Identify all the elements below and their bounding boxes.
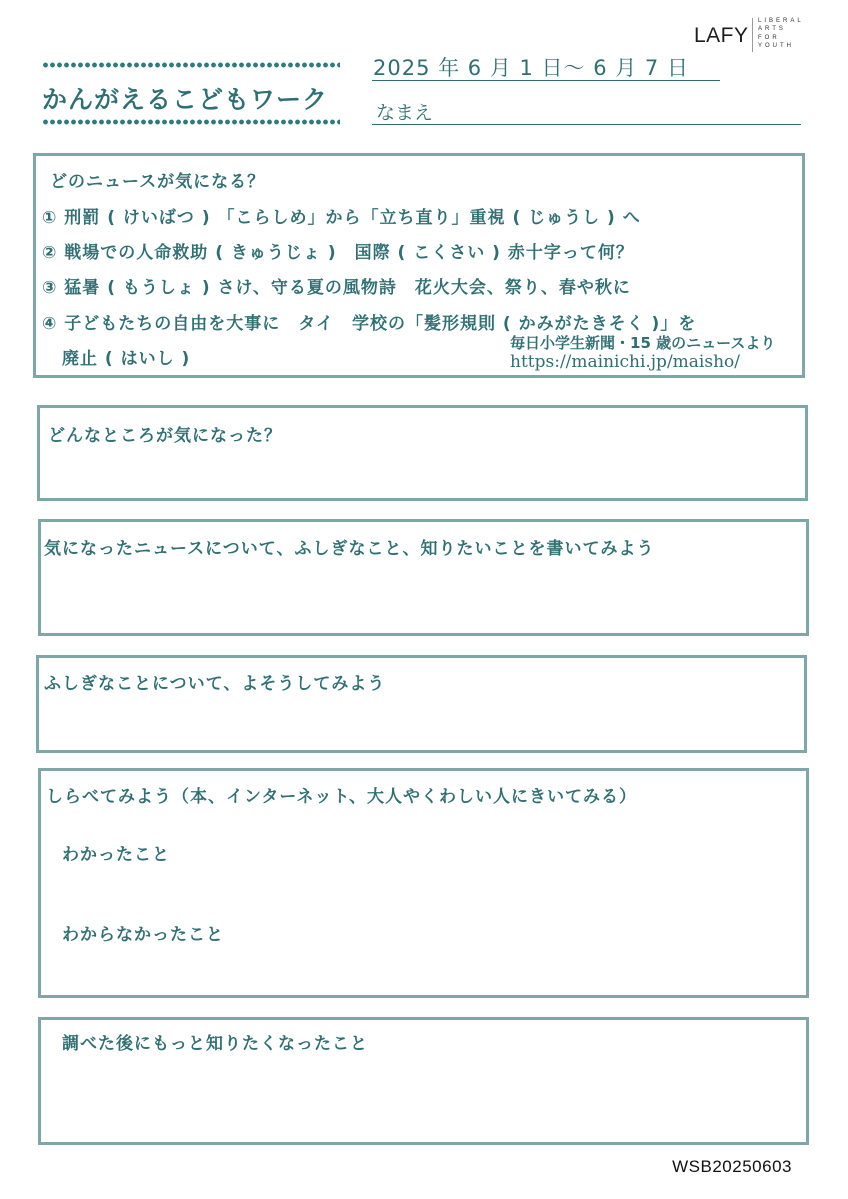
news-item-1: ① 刑罰 ( けいばつ ) 「こらしめ」から「立ち直り」重視 ( じゅうし ) へ (42, 208, 641, 228)
research-prompt: しらべてみよう（本、インターネット、大人やくわしい人にきいてみる） (46, 787, 637, 807)
wonder-prompt: 気になったニュースについて、ふしぎなこと、知りたいことを書いてみよう (44, 539, 655, 559)
curious-point-prompt: どんなところが気になった？ (48, 426, 282, 446)
lafy-logo: LAFY (694, 24, 749, 47)
logo-sub-line: YOUTH (758, 42, 794, 49)
news-item-3: ③ 猛暑 ( もうしょ ) さけ、守る夏の風物詩 花火大会、祭り、春や秋に (42, 278, 631, 298)
logo-sub-line: LIBERAL (758, 18, 804, 24)
not-understood-label: わからなかったこと (62, 925, 224, 945)
date-underline (372, 80, 720, 81)
name-label: なまえ (376, 102, 434, 124)
name-field-line[interactable] (372, 124, 801, 125)
news-item-2: ② 戦場での人命救助 ( きゅうじょ ) 国際 ( こくさい ) 赤十字って何？ (42, 243, 634, 263)
predict-prompt: ふしぎなことについて、よそうしてみよう (44, 674, 386, 694)
news-source: 毎日小学生新聞・15 歳のニュースより (510, 334, 776, 352)
news-item-4: ④ 子どもたちの自由を大事に タイ 学校の「髪形規則 ( かみがたきそく )」を (42, 314, 697, 334)
news-question: どのニュースが気になる？ (50, 172, 266, 192)
logo-sub-line: FOR (758, 34, 780, 41)
title-dots-top (42, 62, 340, 68)
date-range: 2025 年 6 月 1 日～ 6 月 7 日 (373, 56, 689, 80)
worksheet-code: WSB20250603 (672, 1157, 792, 1176)
title-dots-bottom (42, 119, 340, 125)
curious-point-box[interactable] (37, 405, 808, 501)
news-source-url[interactable]: https://mainichi.jp/maisho/ (510, 352, 740, 372)
understood-label: わかったこと (62, 845, 170, 865)
after-research-prompt: 調べた後にもっと知りたくなったこと (62, 1034, 368, 1054)
logo-subtext (758, 17, 804, 50)
logo-divider (752, 18, 753, 52)
news-item-4-continued: 廃止 ( はいし ) (62, 349, 191, 369)
logo-sub-line: ARTS (758, 26, 786, 33)
page-title: かんがえるこどもワーク (42, 85, 329, 114)
